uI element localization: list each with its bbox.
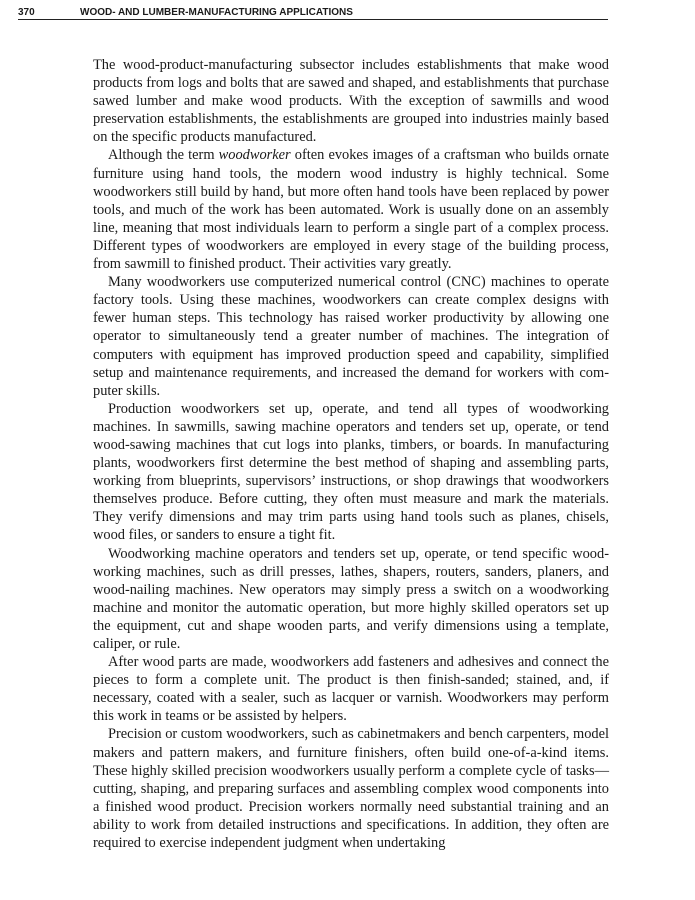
body-text [93,56,609,852]
paragraph-text-lead: Although the term [108,147,219,164]
running-title: WOOD- AND LUMBER-MANUFACTURING APPLICATIONS [80,7,353,18]
paragraph-production-woodworkers: Production woodworkers set up, operate, and tend all types of woodworking machines. In sawmills, sawing machine operators and tenders set up, operate, or tend wood-sawing machines that cut logs into planks, timbers, or boards. In manufacturing plants, woodworkers first determine the best method of shaping and assembling parts, working from blueprints, supervisors’ instructions, or shop drawings that woodworkers themselves produce. Before cutting, they often must measure and mark the materials. They verify dimensions and may trim parts using hand tools such as planes, chisels, wood files, or sanders to ensure a tight fit. [93,400,609,544]
paragraph-assembly-finishing: After wood parts are made, woodworkers add fasteners and adhesives and connect the pieces to form a complete unit. The product is then finish-sanded; stained, and, if necessary, coated with a sealer, such as lacquer or varnish. Woodworkers may perform this work in teams or be assisted by helpers. [93,654,609,725]
paragraph-cnc-machines: Many woodworkers use computerized numerical control (CNC) machines to operate factory tools. Using these machines, woodworkers can create complex designs with fewer human steps. This technology has raised worker productivity by allowing one operator to simultaneously tend a greater number of machines. The integration of computers with equipment has improved production speed and capability, simplified setup and maintenance requirements, and increased the demand for workers with computer skills. [93,274,609,399]
italic-term: woodworker [218,147,291,164]
paragraph-subsector-definition: The wood-product-manufacturing subsector includes establishments that make wood products from logs and bolts that are sawed and shaped, and establishments that purchase sawed lumber and make wood products. With the exception of sawmills and wood preservation establishments, the establishments are grouped into industries mainly based on the specific products manufactured. [93,57,609,146]
running-head [18,6,608,20]
paragraph-precision-woodworkers: Precision or custom woodworkers, such as cabinetmakers and bench carpenters, model makers and pattern makers, and furniture finishers, often build one-of-a-kind items. These highly skilled precision woodworkers usually perform a complete cycle of tasks—cutting, shaping, and preparing surfaces and assembling complex wood components into a finished wood product. Precision workers normally need substantial training and an ability to work from detailed instructions and specifications. In addition, they often are required to exercise independent judgment when undertaking [93,726,609,852]
page-number: 370 [18,7,35,18]
paragraph-text-rest: often evokes images of a craftsman who builds ornate furniture using hand tools, the modern wood industry is highly technical. Some woodworkers still build by hand, but more often hand tools have been replaced by power tools, and much of the work has been automated. Work is usually done on an assembly line, meaning that most individuals learn to perform a single part of a complex process. Different types of woodworkers are employed in every stage of the building process, from sawmill to finished product. Their activities vary greatly. [93,147,609,273]
paragraph-woodworker-term [93,146,609,273]
paragraph-machine-operators: Woodworking machine operators and tenders set up, operate, or tend specific woodworking machines, such as drill presses, lathes, shapers, routers, sanders, planers, and wood-nailing machines. New operators may simply press a switch on a woodworking machine and monitor the automatic operation, but more highly skilled operators set up the equipment, cut and shape wooden parts, and verify dimensions using a template, caliper, or rule. [93,545,609,652]
